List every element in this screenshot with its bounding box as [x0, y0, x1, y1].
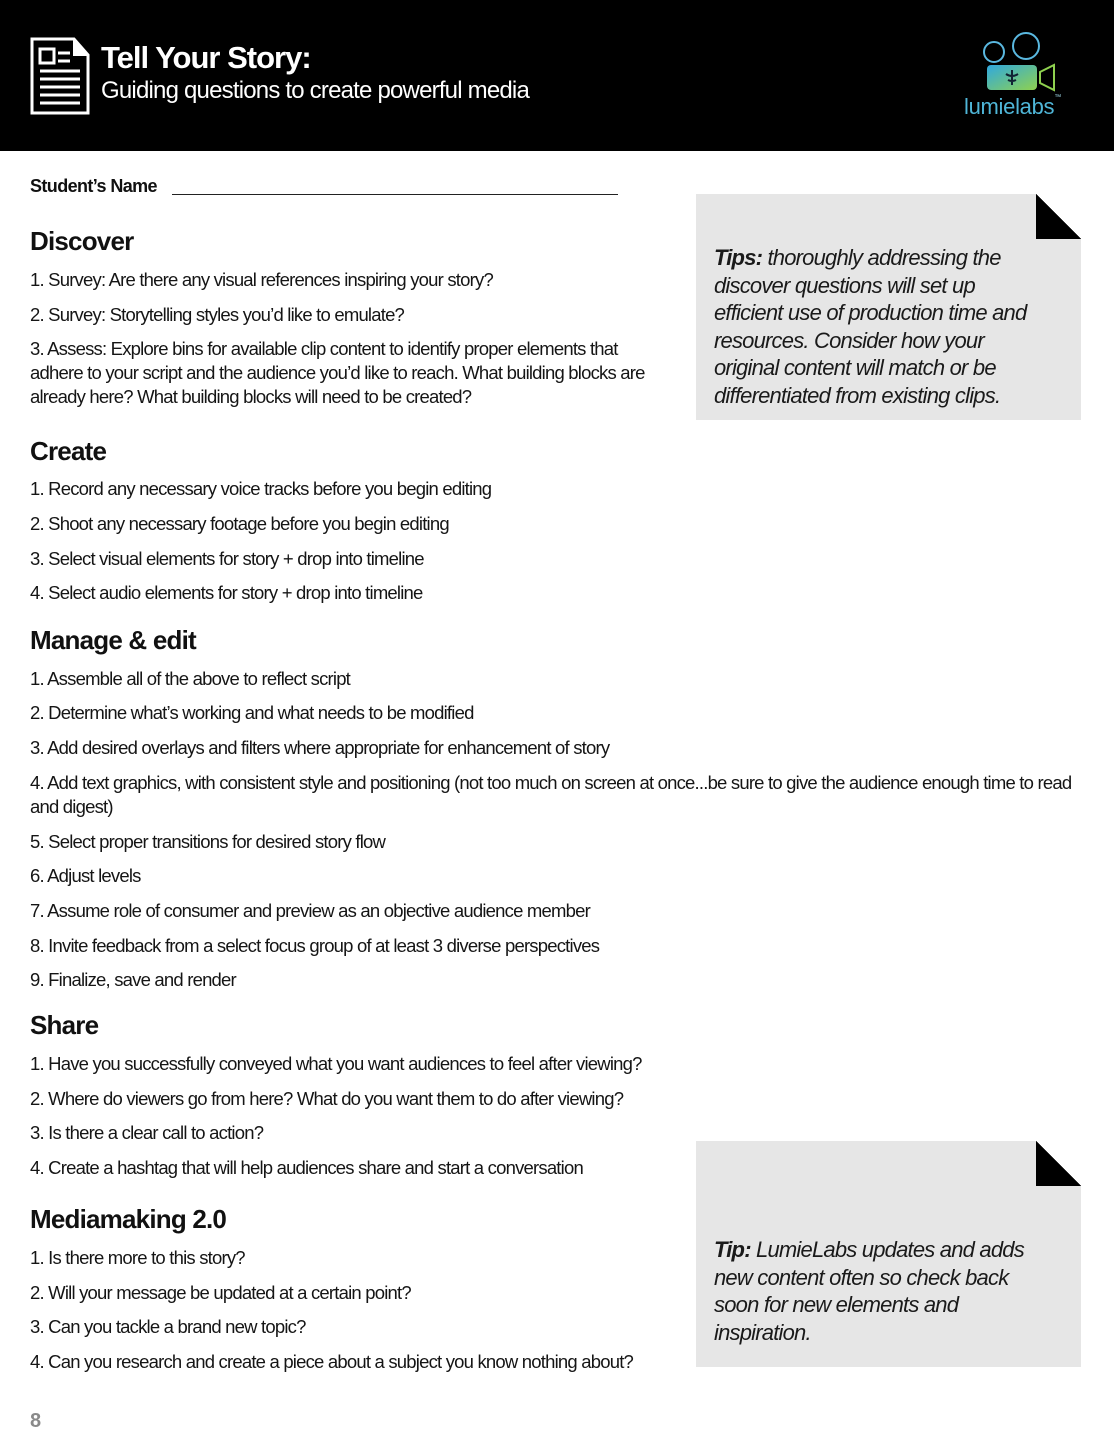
list-item: 1. Assemble all of the above to reflect script — [30, 668, 351, 689]
page-fold-icon — [1036, 194, 1081, 239]
tip-box-discover — [696, 194, 1081, 420]
student-name-row — [30, 176, 157, 197]
list-item: 5. Select proper transitions for desired story flow — [30, 831, 386, 852]
page-title: Tell Your Story: — [101, 40, 311, 75]
list-item: 9. Finalize, save and render — [30, 969, 236, 990]
list-item: 8. Invite feedback from a select focus group of at least 3 diverse perspectives — [30, 935, 600, 956]
list-item: 1. Survey: Are there any visual references inspiring your story? — [30, 269, 493, 290]
section-title-share: Share — [30, 1010, 99, 1040]
list-item: 1. Have you successfully conveyed what you want audiences to feel after viewing? — [30, 1053, 642, 1074]
list-item: 1. Is there more to this story? — [30, 1247, 245, 1268]
tip-label: Tip: — [714, 1237, 751, 1262]
list-item: 2. Determine what’s working and what needs to be modified — [30, 702, 474, 723]
list-item: 4. Create a hashtag that will help audiences share and start a conversation — [30, 1157, 583, 1178]
list-item: 3. Is there a clear call to action? — [30, 1122, 264, 1143]
page-fold-icon — [1036, 1141, 1081, 1186]
list-item: 3. Select visual elements for story + drop into timeline — [30, 548, 424, 569]
document-icon — [30, 37, 90, 115]
student-name-label: Student’s Name — [30, 176, 157, 196]
list-item: 7. Assume role of consumer and preview as an objective audience member — [30, 900, 590, 921]
tip-text-discover: Tips: thoroughly addressing the discover questions will set up efficient use of production time and resources. Consider how your original content will match or be differentiated from existing clips. — [714, 245, 1027, 408]
section-title-discover: Discover — [30, 226, 134, 256]
list-item: 3. Can you tackle a brand new topic? — [30, 1316, 306, 1337]
list-item: 2. Survey: Storytelling styles you’d like to emulate? — [30, 304, 405, 325]
list-item: 2. Will your message be updated at a certain point? — [30, 1282, 411, 1303]
list-item: 2. Where do viewers go from here? What do you want them to do after viewing? — [30, 1088, 624, 1109]
lumielabs-wordmark: lumielabs™ — [964, 94, 1061, 119]
page-subtitle: Guiding questions to create powerful media — [101, 77, 530, 104]
list-item: 4. Select audio elements for story + drop into timeline — [30, 582, 423, 603]
page-number: 8 — [30, 1410, 42, 1432]
list-item: 1. Record any necessary voice tracks before you begin editing — [30, 478, 492, 499]
list-item: 3. Assess: Explore bins for available clip content to identify proper elements that adhere to your script and the audience you’d like to reach. What building blocks are already here? What building blocks will need to be created? — [30, 338, 645, 407]
list-item: 4. Can you research and create a piece about a subject you know nothing about? — [30, 1351, 634, 1372]
section-title-create: Create — [30, 436, 107, 466]
lumielabs-logo-icon — [980, 28, 1058, 98]
list-item: 3. Add desired overlays and filters where appropriate for enhancement of story — [30, 737, 610, 758]
tip-text-mediamaking: Tip: LumieLabs updates and adds new content often so check back soon for new elements and inspiration. — [714, 1237, 1024, 1345]
student-name-blank[interactable] — [172, 194, 618, 195]
tip-label: Tips: — [714, 245, 763, 270]
list-item: 6. Adjust levels — [30, 865, 141, 886]
list-item: 2. Shoot any necessary footage before you begin editing — [30, 513, 449, 534]
list-item: 4. Add text graphics, with consistent style and positioning (not too much on screen at once...be sure to give the audience enough time to read and digest) — [30, 772, 1072, 817]
section-title-manage-edit: Manage & edit — [30, 625, 196, 655]
section-title-mediamaking: Mediamaking 2.0 — [30, 1204, 227, 1234]
tip-box-mediamaking — [696, 1141, 1081, 1367]
page-header — [0, 0, 1114, 151]
